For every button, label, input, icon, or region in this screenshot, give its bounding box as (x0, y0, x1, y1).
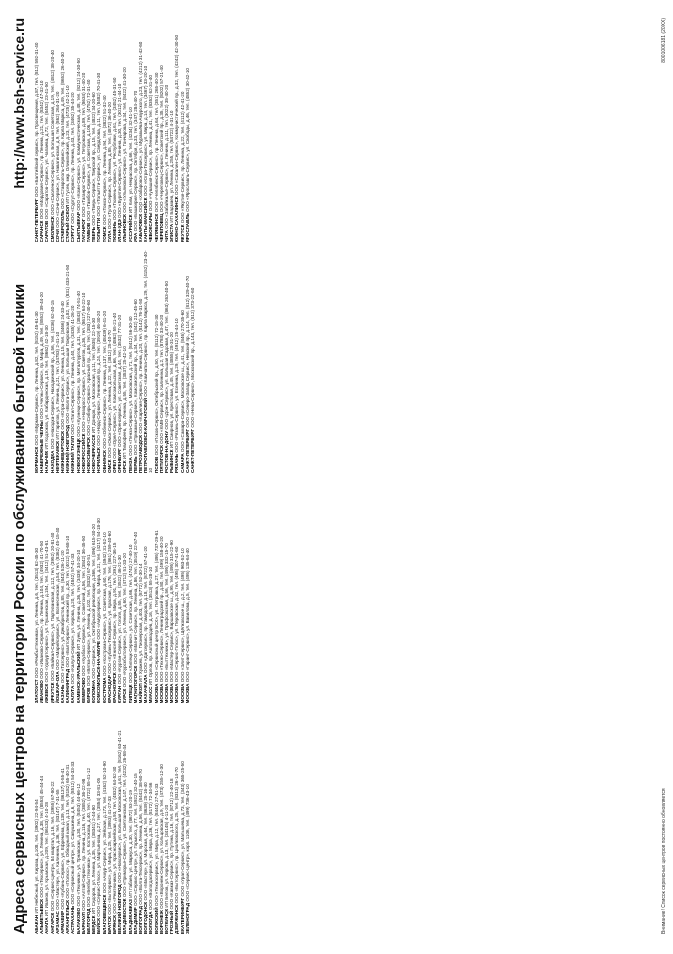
city-name: НЕФТЕКАМСК (54, 440, 60, 473)
center-details: ООО «Новоросс-Сервис», ул. Советов, д.36, тел. (8617) 64-22-10 (80, 292, 86, 433)
service-center-entry (185, 18, 190, 243)
center-details: ИП Смирнов, ул. Крестовая, д.45, тел. (4855) 28-31-20 (169, 332, 175, 449)
city-name: РЯЗАНЬ (174, 453, 180, 473)
city-name: ТВЕРЬ (91, 226, 97, 243)
city-name: БАЛАКОВО (75, 907, 81, 934)
city-name: СТАВРОПОЛЬ (60, 210, 66, 243)
center-details: ООО «Обнинск-Сервис», пр. Ленина, д.137, тел. (48439) 6-41-20 (101, 310, 107, 449)
center-details: ООО «Вятка-Сервис», ул. Ленина, д.102, тел. (8332) 67-40-51 (86, 554, 92, 687)
city-name: ОРСК (122, 460, 128, 473)
center-details: ООО «Югра-Сервис», ул. Ленина, д.15, тел. (3466) 24-33-40 (60, 301, 66, 430)
address-columns (34, 18, 650, 934)
center-details: ООО «КМВ-Сервис», пр. Калинина, д.2, тел. (8793) 33-40-20 (158, 314, 164, 444)
center-details: ООО «Челябинск-Сервис», пр. Ленина, д.64, тел. (351) 265-40-30 (153, 72, 159, 213)
city-name: АРЗАМАС (54, 911, 60, 934)
service-center-entry (185, 710, 190, 935)
center-details: ООО «Оренсервис», ул. Советская, д.44, тел. (3532) 77-31-20 (117, 314, 123, 447)
center-details: ООО «Алтай-Сервис», пр. Ленина, д.116, тел. (3852) 36-22-98 (80, 778, 86, 911)
city-name: ХАНТЫ-МАНСИЙСК (143, 197, 149, 243)
city-name: КУРГАН (117, 685, 123, 704)
city-name: ЯКУТСК (179, 224, 185, 243)
center-details: ООО «Байкал-Сервис», ул. Партизанская, д.112, тел. (3952) 20-81-40 (49, 532, 55, 682)
center-details: ООО «Приморье-Сервис», ул. Светланская, д.147, тел. (4232) 26-58-44 (122, 744, 128, 898)
city-name: КОМСОМОЛЬСК-НА-АМУРЕ (96, 640, 102, 704)
center-details: ООО «Воронеж-Сервис», ул. Кольцовская, д.9, тел. (473) 255-12-30 (158, 764, 164, 909)
city-name: РЫБИНСК (169, 449, 175, 473)
center-details: ООО «Камчатка-Сервис», пр. Карла Маркса, д.29, тел. (4152) 23-40-10 (143, 250, 154, 473)
center-details: ООО «Нева-Сервис», Московский пр., д.143, тел. (812) 373-22-60 (190, 287, 196, 428)
center-details: ООО «Сервисный центр», ул. Савушкина, д.6, тел. (8512) 54-33-33 (70, 761, 76, 905)
center-details: ООО «Мастер», ул. Калинина, д.36, тел. (83147) 7-31-55 (54, 789, 60, 910)
center-details: ООО «Липецк-Сервис», ул. Советская, д.66, тел. (4742) 27-40-10 (127, 544, 133, 684)
center-details: ООО «Карелия-Сервис», пр. Ленина, д.20, тел. (8142) 76-31-50 (138, 298, 144, 434)
center-details: ООО «Амурсервис», пр. Мира, д.21, тел. (4217) 54-18-30 (96, 518, 102, 640)
center-details: ООО «Тагил-Сервис», пр. Ленина, д.40, тел. (3435) 41-26-20 (70, 305, 76, 435)
center-details: ООО «Полюс», пр. Обводный канал, д.13, тел. (8182) 65-40-31 (65, 764, 71, 899)
city-name: САРАНСК (39, 220, 45, 243)
center-details: ИП Бадмаев, ул. Ленина, д.255, тел. (84722) 4-31-10 (169, 110, 175, 223)
city-name: ЧИТА (164, 230, 170, 243)
city-name: ОРЕЛ (112, 460, 118, 473)
center-details: ИП Тимофеев, пр. Ленина, д.55, тел. (3537) 25-42-10 (122, 346, 128, 460)
center-details: ООО «Чувашия-Сервис», пр. Ленина, д.41, тел. (8352) 62-31-40 (148, 75, 154, 212)
center-details: ООО «Ставрополь-Сервис», пр. Карла Маркса, д.49, тел. (8652) 26-40-30 (60, 52, 66, 209)
center-details: ООО «Самара-Сервис», Московское ш., д.41, тел. (846) 270-35-60 (179, 310, 185, 453)
city-name: ЭЛИСТА (169, 223, 175, 243)
city-name: САНКТ-ПЕТЕРБУРГ (184, 428, 190, 473)
service-center-entry (185, 479, 190, 704)
city-name: ВОРОНЕЖ (158, 910, 164, 934)
city-name: КРАСНОЯРСК (112, 672, 118, 704)
city-name: МУРМАНСК (34, 446, 39, 473)
city-name: ЙОШКАР-ОЛА (54, 671, 60, 704)
city-name: ИРКУТСК (49, 682, 55, 704)
center-details: ООО «Техносервис», ул. Мира, д.12, тел. (8443) 27-51-33 (153, 783, 159, 907)
city-name: НОВОСИБИРСК (86, 437, 92, 473)
city-name: РОСТОВ-НА-ДОНУ (164, 430, 170, 473)
city-name: БАРНАУЛ (80, 912, 86, 934)
center-details: ООО «Рембыттехника», ул. Ленина, д.6, тел. (3513) 62-45-30 (34, 547, 39, 679)
city-name: ЧЕРЕПОВЕЦ (158, 213, 164, 243)
city-name: ВЛАДИВОСТОК (122, 898, 128, 934)
center-details: ООО «Пенза-Сервис», ул. Московская, д.71, тел. (8412) 56-30-40 (127, 316, 133, 456)
center-details: ООО «Тюмень-Сервис», ул. Республики, д.61, тел. (3452) 45-31-50 (112, 77, 118, 221)
city-name: ВЛАДИМИР (132, 907, 138, 934)
center-details: ООО «Сервис», ул. Октябрьской революции, д.366, тел. (496) 615-30-20 (91, 524, 97, 679)
city-name: МАХАЧКАЛА (143, 674, 149, 704)
center-details: ООО «Кавказ-Сервис», пр. Путина, д.16, тел. (8712) 22-40-18 (169, 778, 175, 910)
center-details: ИП Кодзоков, ул. Кабардинская, д.19, тел. (8662) 42-18-30 (44, 325, 50, 450)
city-name: АРХАНГЕЛЬСК (65, 899, 71, 934)
city-name: БИЙСК (96, 917, 102, 934)
city-name: КИРОВ (86, 687, 92, 704)
city-name: ЛИПЕЦК (127, 684, 133, 704)
center-details: ООО «Тула-Сервис», пр. Ленина, д.85, тел. (4872) 36-40-20 (106, 102, 112, 230)
city-name: КАМЕНСК-УРАЛЬСКИЙ (75, 651, 81, 704)
city-name: ТАМБОВ (86, 222, 92, 243)
city-name: ЧЕБОКСАРЫ (148, 212, 154, 243)
center-details: ООО «Техно-Сервис», Ленинградский пр., д.80, тел. (499) 158-40-20 (158, 536, 164, 683)
city-name: ПЕРМЬ (132, 456, 138, 473)
center-details: ООО «Югра-Техсервис», ул. Мира, д.14, тел. (3467) 33-20-10 (143, 65, 149, 197)
center-details: ООО «Сургут-Сервис», пр. Ленина, д.43, тел. (3462) 35-44-20 (70, 92, 76, 224)
city-name: НАЛЬЧИК (44, 450, 50, 473)
center-details: ООО «Мастер-Сервис», Варшавское ш., д.95, тел. (495) 315-22-90 (169, 540, 175, 683)
center-details: ИП Зуев, ул. Ленина, д.36, тел. (3439) 34-20-10 (75, 549, 81, 651)
center-details: ООО «Череповец-Сервис», Советский пр., д.35, тел. (8202) 57-21-40 (158, 65, 164, 213)
city-name: БРЯНСК (112, 915, 118, 934)
city-name: БЛАГОВЕЩЕНСК (101, 894, 107, 934)
center-details: ООО «Норд-Сервис», Ленинский пр., д.24, тел. (3919) 46-30-20 (96, 310, 102, 446)
city-name: АЛЬМЕТЬЕВСК (39, 898, 45, 934)
center-details: ООО «Кузбасс-Сервис», пр. Советский, д.56, тел. (3842) 36-45-50 (80, 535, 86, 677)
center-details: ООО «Мурман-Сервис», пр. Ленина, д.82, тел. (8152) 45-61-30 (34, 311, 39, 446)
city-name: МОСКВА (179, 683, 185, 704)
city-name: БЕРДСК (91, 915, 97, 934)
address-column (34, 249, 650, 474)
center-details: ИП Орлов, пр. Автозаводцев, д.16, тел. (3513) 55-28-10 (148, 567, 154, 686)
city-name: МИАСС (148, 686, 154, 704)
city-name: ЕКАТЕРИНБУРГ (179, 897, 185, 934)
city-name: САМАРА (179, 453, 185, 473)
city-name: ВОТКИНСК (164, 908, 170, 934)
city-name: МОСКВА (153, 683, 159, 704)
center-details: ООО «Находка-Сервис», Находкинский пр., д.56, тел. (4236) 62-40-15 (49, 300, 55, 450)
center-details: ООО «Балтийский сервис», пр. Просвещения, д.87, тел. (812) 592-31-40 (34, 42, 39, 198)
center-details: ООО «Сибирь-Сервис», Красный пр., д.86, тел. (383) 227-40-60 (86, 299, 92, 436)
center-details: ООО «Саратов-Сервис», ул. Чапаева, д.72, тел. (8452) 23-41-50 (44, 82, 50, 220)
city-name: ТЮМЕНЬ (112, 221, 118, 243)
center-details: ООО «Сервис-Плюс», ул. Перовская, д.32, тел. (495) 307-41-60 (174, 546, 180, 683)
center-details: ИП Хуажев, ул. Пионерская, д.403, тел. (8772) 52-30-14 (138, 563, 144, 683)
footer-note: Внимание! Список сервисных центров постоянно обновляется (661, 788, 667, 934)
city-name: ТОМСК (101, 226, 107, 243)
service-center-entry (143, 249, 153, 474)
center-details: ООО «Хабаровск-Сервис», ул. Муравьёва-Амурского, д.23, тел. (4212) 31-42-60 (138, 41, 144, 213)
city-name: АСТРАХАНЬ (70, 905, 76, 934)
center-details: ООО «Мордовия-Сервис», пр. Ленина, д.21, тел. (8342) 47-32-10 (39, 80, 45, 220)
city-name: УССУРИЙСК (127, 214, 133, 243)
center-details: ООО «Рязань-Сервис», ул. Есенина, д.29, тел. (4912) 25-44-10 (174, 318, 180, 453)
city-name: АНГАРСК (49, 912, 55, 934)
center-details: ООО «Башкирия-Сервис», пр. Октября, д.33, тел. (347) 284-40-70 (132, 90, 138, 232)
city-name: ХАБАРОВСК (138, 213, 144, 243)
center-details: ООО «Татсервис», ул. Декабристов, д.85, тел. (843) 526-11-20 (60, 550, 66, 684)
center-details: ООО «Амур-Сервис», ул. Зейская, д.173, тел. (4162) 52-10-90 (101, 761, 107, 894)
city-name: ТОЛЬЯТТИ (96, 217, 102, 243)
center-details: ООО «Смоленск-Сервис», ул. Большая Советская, д.19, тел. (4812) 38-20-40 (49, 50, 55, 215)
center-details: ООО «Кузнецк-Сервис», пр. Металлургов, д.31, тел. (3843) 74-51-40 (75, 291, 81, 437)
city-name: ЯРОСЛАВЛЬ (184, 213, 190, 243)
center-details: ООО «Тамбов-Сервис», ул. Советская, д.106, тел. (4752) 72-31-40 (86, 79, 92, 222)
city-name: ВОЛГОДОНСК (143, 901, 149, 934)
center-details: ИП Небесный, ул. Кирова, д.108, тел. (3902) 22-94-54 (34, 799, 39, 914)
document-code: 8001006181 (20XX) (661, 18, 667, 63)
city-name: ПЕНЗА (127, 457, 133, 473)
city-name: ОБНИНСК (101, 450, 107, 473)
city-name: ЮЖНО-САХАЛИНСК (174, 196, 180, 243)
city-name: УФА (132, 232, 138, 243)
center-details: ООО «Калуга-Сервис», ул. Кирова, д.20, тел. (4842) 57-41-33 (70, 553, 76, 685)
center-details: ООО «Якутия-Сервис», пр. Ленина, д.22, тел. (4112) 42-41-20 (179, 91, 185, 224)
city-name: НИЖНИЙ НОВГОРОД (65, 424, 71, 473)
center-details: ООО «Иваново-Сервис», пр. Ленина, д.104, тел. (4932) 41-70-50 (39, 540, 45, 679)
center-details: ООО «Ремтехника», ул. Красноармейская, д.93, тел. (4832) 64-52-30 (112, 766, 118, 914)
city-name: ЗЕЛЕНОГРАД (184, 902, 190, 934)
city-name: КУРСК (122, 688, 128, 704)
city-name: НАБЕРЕЖНЫЕ ЧЕЛНЫ (39, 420, 45, 473)
center-details: ООО «Кострома-Сервис», ул. Советская, д.60, тел. (4942) 31-52-10 (101, 532, 107, 677)
city-name: ПЕТРОПАВЛОВСК-КАМЧАТСКИЙ (143, 398, 149, 473)
center-details: ООО «Енисей-Сервис», пр. Мира, д.91, тел. (391) 227-36-15 (112, 542, 118, 672)
center-details: ООО «Сервис-Плюс», ул. Мартьянова, д.27, тел. (3854) 33-81-05 (96, 777, 102, 917)
city-name: НИЖНЕВАРТОВСК (60, 430, 66, 473)
city-name: ЧЕЛЯБИНСК (153, 213, 159, 243)
city-name: ОРЕНБУРГ (117, 448, 123, 473)
page-title: Адреса сервисных центров на территории России по обслуживанию бытовой техники (10, 283, 28, 934)
title-bar (8, 18, 30, 934)
city-name: ВОЛЖСКИЙ (153, 907, 159, 934)
center-details: ООО «Забайкалье-Сервис», ул. Ленина, д.111, тел. (3022) 35-40-20 (164, 84, 170, 229)
center-details: ООО «Волга-Техсервис», пр. Ленина, д.56, тел. (8442) 38-60-70 (138, 769, 144, 905)
city-name: СОЧИ (54, 229, 60, 243)
center-details: ООО «Бурятия-Сервис», ул. Ленина, д.30, тел. (3012) 21-44-10 (117, 83, 123, 218)
center-details: ООО «Балтсервис», Ленинский пр., д.30, тел. (4012) 53-68-10 (65, 535, 71, 668)
city-name: ТАГАНРОГ (80, 218, 86, 243)
center-details: ООО «Псков-Сервис», Октябрьский пр., д.50, тел. (8112) 72-15-30 (153, 314, 159, 456)
city-name: ГРОЗНЫЙ (169, 910, 175, 934)
city-name: НОВОКУЗНЕЦК (75, 438, 81, 473)
city-name: НОВОЧЕРКАССК (91, 434, 97, 473)
center-details: ООО «Элит-Сервис», Щёлковское ш., д.2, тел. (495) 963-52-10 (179, 548, 185, 683)
city-name: ИЖЕВСК (44, 683, 50, 704)
city-name: ДЗЕРЖИНСК (174, 904, 180, 934)
center-details: ООО «Прикамье-Сервис», Комсомольский пр., д.34, тел. (342) 212-45-60 (132, 299, 138, 456)
city-name: КОСТРОМА (101, 677, 107, 704)
city-name: НОВОРОССИЙСК (80, 433, 86, 473)
city-name: СЫКТЫВКАР (75, 211, 81, 243)
center-details: ООО «Сервисный центр БСХ», ул. Петровка, д.27, тел. (495) 737-29-61 (153, 530, 159, 683)
center-details: ООО «Сахалин-Сервис», Коммунистический пр., д.32, тел. (4242) 42-30-50 (174, 34, 180, 196)
center-details: ООО «Урал-Сервис», ул. Малышева, д.73, тел. (343) 365-25-50 (179, 761, 185, 897)
center-details: ООО «Ярославль-Сервис», ул. Свободы, д.46, тел. (4852) 30-42-10 (184, 68, 190, 212)
center-details: ООО «Техсервис», ул. Ленина, д.38, тел. (8553) 45-44-44 (39, 775, 45, 898)
city-name: МАГНИТОГОРСК (132, 665, 138, 704)
city-name: СТАРЫЙ ОСКОЛ (65, 204, 71, 243)
address-column (34, 710, 650, 935)
address-column (34, 18, 650, 243)
city-name: МОСКВА (164, 683, 170, 704)
center-details: ИП Гусев, мкр. Олимпийский, д.23, тел. (4725) 42-21-10 (65, 85, 71, 204)
center-details: ООО «Новсервис», ул. Большая Московская, д.61, тел. (8162) 63-41-21 (117, 730, 123, 883)
center-details: ООО «Кубань-Сервис», ул. Ефремова, д.139, тел. (86137) 3-55-41 (60, 768, 66, 910)
center-details: ООО «Дагсервис», пр. Гамидова, д.18, тел. (8722) 67-41-20 (143, 546, 149, 674)
center-details: ООО «Бытсервис», пр. Циолковского, д.25, тел. (8313) 26-14-70 (174, 767, 180, 904)
city-name: САНКТ-ПЕТЕРБУРГ (34, 198, 39, 243)
city-name: ПЕТРОЗАВОДСК (138, 434, 144, 473)
center-details: ООО «Техника», ул. Трнавская, д.30, тел. (8453) 44-66-12 (75, 783, 81, 907)
city-name: ИВАНОВО (39, 680, 45, 704)
city-name: КЕМЕРОВО (80, 677, 86, 704)
center-details: ИП Габаев, ул. Маркуса, д.30, тел. (8672) 53-20-19 (127, 790, 133, 898)
center-details: ООО «Таганрог-Сервис», ул. Петровская, д.89, тел. (8634) 31-40-20 (80, 72, 86, 218)
city-name: САНКТ-ПЕТЕРБУРГ (190, 428, 196, 473)
city-name: УЛАН-УДЭ (117, 219, 123, 243)
center-details: ООО «Курган-Сервис», ул. Гоголя, д.55, тел. (3522) 46-21-30 (117, 555, 123, 685)
city-name: УЛЬЯНОВСК (122, 214, 128, 243)
city-name: ПЯТИГОРСК (158, 445, 164, 473)
center-details: ООО «Дон-Сервис», ул. Большая Садовая, д.47, тел. (863) 263-40-50 (164, 281, 170, 430)
city-name: ОМСК (106, 459, 112, 473)
city-name: ВОЛОГДА (148, 911, 154, 934)
city-name: АРМАВИР (60, 910, 66, 934)
city-name: СМОЛЕНСК (49, 216, 55, 243)
center-details: ИП Донцов, ул. Московская, д.11, тел. (8635) 22-15-30 (91, 317, 97, 434)
center-details: ООО «Курскбытсервис», ул. Ленина, д.60, тел. (4712) 51-33-20 (122, 553, 128, 688)
center-details: ООО «Томск-Сервис», пр. Ленина, д.94, тел. (3822) 51-32-40 (101, 95, 107, 225)
service-center-entry (190, 249, 195, 474)
center-details: ООО «Сервис-Центр», 84 квартал, д.16, тел. (3955) 67-80-22 (49, 781, 55, 912)
center-details: ИП Ким, ул. Некрасова, д.66, тел. (4234) 32-41-10 (127, 107, 133, 214)
center-details: ООО «Быттехника», ул. Профсоюзная, д.56, тел. (495) 332-15-70 (164, 543, 170, 683)
city-name: АБАКАН (34, 914, 39, 934)
city-name: ТУЛА (106, 230, 112, 243)
center-details: ООО «Омск-Сервис», ул. Ленина, д.22, тел. (3812) 25-40-70 (106, 330, 112, 459)
center-details: ООО «Мастер», ул. Морская, д.64, тел. (8639) 25-16-40 (143, 782, 149, 901)
city-name: МОСКВА (174, 683, 180, 704)
center-details: ИП Сидоров, ул. Ленина, д.35, тел. (38341) 2-44-80 (91, 805, 97, 915)
center-details: ООО «Вологдасервис», ул. Мира, д.36, тел. (8172) 72-34-56 (148, 782, 154, 911)
city-name: МОСКВА (158, 683, 164, 704)
address-column (34, 479, 650, 704)
center-details: ООО «Орел-Сервис», ул. Комсомольская, д.66, тел. (4862) 55-21-40 (112, 312, 118, 459)
center-details: ООО «Сервис-Центр», ул. Горького, д.77, тел. (4922) 32-40-15 (132, 773, 138, 907)
center-details: ИП Иванов, ул. Крымская, д.209, тел. (86133) 4-10-28 (44, 802, 50, 917)
center-details: ИП Белов, ул. Кирова, д.13, тел. (34145) 4-11-20 (164, 804, 170, 908)
center-details: ООО «Сочи-Сервис», ул. Навагинская, д.9, тел. (862) 264-31-20 (54, 91, 60, 228)
city-name: ПСКОВ (153, 456, 159, 473)
city-name: НИЖНИЙ ТАГИЛ (70, 436, 76, 473)
city-name: БЕЛГОРОД (86, 908, 92, 934)
website-link[interactable]: http://www.bsh-service.ru (11, 18, 27, 189)
center-details: ООО «Кубань-Техсервис», ул. Красная, д.176, тел. (861) 259-40-60 (106, 531, 112, 674)
city-name: МОСКВА (169, 683, 175, 704)
center-details: ООО «Белбыттехника», ул. Костюкова, д.40, тел. (4722) 55-41-12 (86, 767, 92, 908)
city-name: КАЛУГА (70, 685, 76, 704)
city-name: НОРИЛЬСК (96, 447, 102, 473)
center-details: ООО «Удмуртсервис», ул. Пушкинская, д.154, тел. (3412) 51-43-61 (44, 540, 50, 683)
city-name: КАЛИНИНГРАД (65, 668, 71, 704)
center-details: ООО «Челны-Сервис», пр. Мира, д.49, тел. (8552) 39-44-20 (39, 292, 45, 419)
center-details: ООО «Магнит-Сервис», пр. Ленина, д.86, тел. (3519) 22-57-40 (132, 531, 138, 665)
center-details: ООО «Бытсервис», ул. Мира, д.25, тел. (3953) 41-27-33 (106, 796, 112, 915)
center-details: ООО «Марийсервис», ул. Вознесенская, д.54, тел. (8362) 45-15-40 (54, 527, 60, 670)
city-name: САРАТОВ (44, 220, 50, 243)
center-details: ООО «Северо-Запад Сервис», Невский пр., д.114, тел. (812) 329-40-70 (184, 276, 190, 428)
city-name: КРАСНОДАР (106, 675, 112, 704)
city-name: КАЗАНЬ (60, 684, 66, 704)
city-name: СУРГУТ (70, 225, 76, 243)
center-details: ООО «Ульяновск-Сервис», ул. Гончарова, д.34, тел. (8422) 41-30-20 (122, 67, 128, 213)
center-details: ООО «Сервис-Центр», корп. 1106, тел. (499) 736-43-10 (184, 784, 190, 902)
city-name: ВЛАДИКАВКАЗ (127, 899, 133, 934)
city-name: ВОЛГОГРАД (138, 905, 144, 934)
center-details: ООО «Гарант-Сервис», ул. Вавилова, д.5, тел. (495) 135-64-40 (184, 548, 190, 683)
city-name: АНАПА (44, 917, 50, 934)
city-name: ЗЛАТОУСТ (34, 679, 39, 704)
city-name: ВЕЛИКИЙ НОВГОРОД (117, 884, 123, 934)
city-name: МАЙКОП (138, 683, 144, 704)
city-name: БРАТСК (106, 916, 112, 934)
center-details: ООО «Волга-Сервис», ул. Большая Покровская, д.82, тел. (831) 433-21-50 (65, 264, 71, 424)
center-details: ООО «Тверь-Сервис», Тверской пр., д.15, тел. (4822) 34-20-60 (91, 92, 97, 226)
center-details: ООО «Тольятти-Сервис», ул. Свердлова, д.11, тел. (8482) 70-41-30 (96, 72, 102, 217)
center-details: ООО «Коми-Сервис», ул. Коммунистическая, д.48, тел. (8212) 24-30-50 (75, 58, 81, 211)
center-details: ИП Гарипов, ул. Ленина, д.21, тел. (34783) 2-41-10 (54, 331, 60, 440)
city-name: НАХОДКА (49, 450, 55, 473)
city-name: КОЛОМНА (91, 679, 97, 704)
city-name: МОСКВА (184, 683, 190, 704)
